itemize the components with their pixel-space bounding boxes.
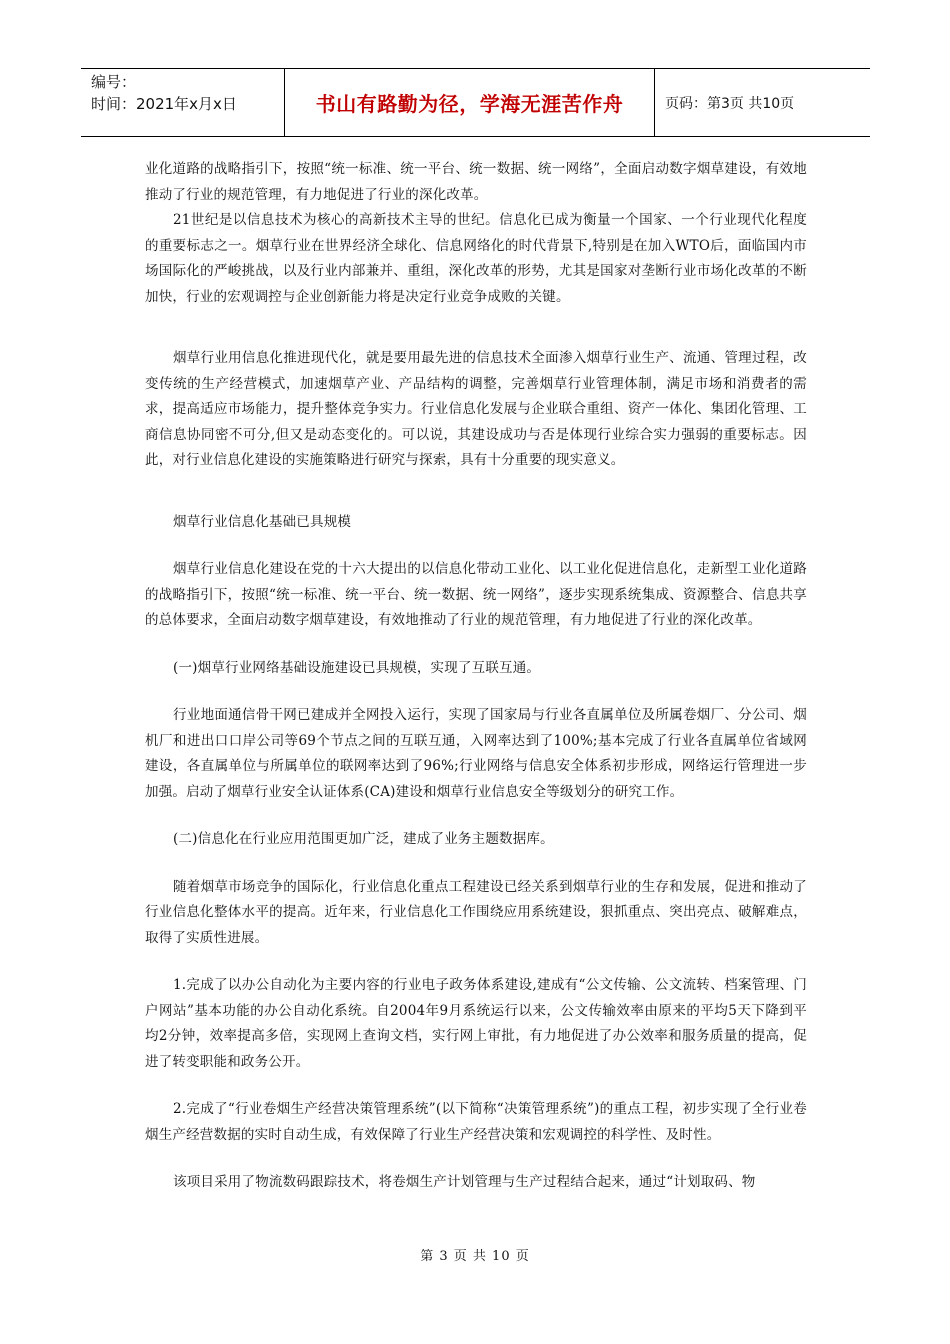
page-header — [81, 68, 870, 137]
subsection-heading: (一)烟草行业网络基础设施建设已具规模，实现了互联互通。 — [173, 659, 541, 676]
header-motto-cell — [284, 69, 655, 136]
document-number-label: 编号： — [91, 73, 137, 91]
paragraph: 该项目采用了物流数码跟踪技术，将卷烟生产计划管理与生产过程结合起来，通过“计划取码、物 — [173, 1174, 756, 1190]
header-meta — [81, 69, 284, 136]
subsection-heading: (二)信息化在行业应用范围更加广泛，建成了业务主题数据库。 — [173, 831, 554, 847]
paragraph: 随着烟草市场竞争的国际化，行业信息化重点工程建设已经关系到烟草行业的生存和发展，促进和推动了行业信息化整体水平的提高。近年来，行业信息化工作围绕应用系统建设，狠抓重点、突出亮点、破解难点，取得了实质性进展。 — [145, 878, 807, 946]
document-body — [145, 157, 807, 1196]
paragraph: 21世纪是以信息技术为核心的高新技术主导的世纪。信息化已成为衡量一个国家、一个行业现代化程度的重要标志之一。烟草行业在世界经济全球化、信息网络化的时代背景下,特别是在加入WTO后，面临国内市场国际化的严峻挑战，以及行业内部兼并、重组，深化改革的形势，尤其是国家对垄断行业市场化改革的不断加快，行业的宏观调控与企业创新能力将是决定行业竞争成败的关键。 — [145, 212, 807, 305]
document-date-label: 时间：2021年x月x日 — [91, 95, 237, 113]
section-heading: 烟草行业信息化基础已具规模 — [173, 513, 352, 530]
header-motto: 书山有路勤为径，学海无涯苦作舟 — [315, 92, 624, 116]
paragraph-continuation: 业化道路的战略指引下，按照“统一标准、统一平台、统一数据、统一网络”，全面启动数字烟草建设，有效地推动了行业的规范管理，有力地促进了行业的深化改革。 — [145, 161, 807, 203]
list-item: 1.完成了以办公自动化为主要内容的行业电子政务体系建设,建成有“公文传输、公文流转、档案管理、门户网站”基本功能的办公自动化系统。自2004年9月系统运行以来，公文传输效率由原来的平均5天下降到平均2分钟，效率提高多倍，实现网上查询文档，实行网上审批，有力地促进了办公效率和服务质量的提高，促进了转变职能和政务公开。 — [145, 977, 807, 1070]
page-footer: 第 3 页 共 10 页 — [420, 1249, 530, 1264]
header-page-number: 页码：第3页 共10页 — [665, 95, 795, 112]
list-item: 2.完成了“行业卷烟生产经营决策管理系统”(以下简称“决策管理系统”)的重点工程，初步实现了全行业卷烟生产经营数据的实时自动生成，有效保障了行业生产经营决策和宏观调控的科学性、及时性。 — [145, 1101, 807, 1143]
paragraph: 烟草行业信息化建设在党的十六大提出的以信息化带动工业化、以工业化促进信息化，走新型工业化道路的战略指引下，按照“统一标准、统一平台、统一数据、统一网络”，逐步实现系统集成、资源整合、信息共享的总体要求，全面启动数字烟草建设，有效地推动了行业的规范管理，有力地促进了行业的深化改革。 — [145, 561, 807, 628]
paragraph: 行业地面通信骨干网已建成并全网投入运行，实现了国家局与行业各直属单位及所属卷烟厂、分公司、烟机厂和进出口口岸公司等69个节点之间的互联互通，入网率达到了100%;基本完成了行业各直属单位省域网建设，各直属单位与所属单位的联网率达到了96%;行业网络与信息安全体系初步形成，网络运行管理进一步加强。启动了烟草行业安全认证体系(CA)建设和烟草行业信息安全等级划分的研究工作。 — [145, 707, 807, 800]
paragraph: 烟草行业用信息化推进现代化，就是要用最先进的信息技术全面渗入烟草行业生产、流通、管理过程，改变传统的生产经营模式，加速烟草产业、产品结构的调整，完善烟草行业管理体制，满足市场和消费者的需求，提高适应市场能力，提升整体竞争实力。行业信息化发展与企业联合重组、资产一体化、集团化管理、工商信息协同密不可分,但又是动态变化的。可以说，其建设成功与否是体现行业综合实力强弱的重要标志。因此，对行业信息化建设的实施策略进行研究与探索，具有十分重要的现实意义。 — [145, 350, 807, 468]
